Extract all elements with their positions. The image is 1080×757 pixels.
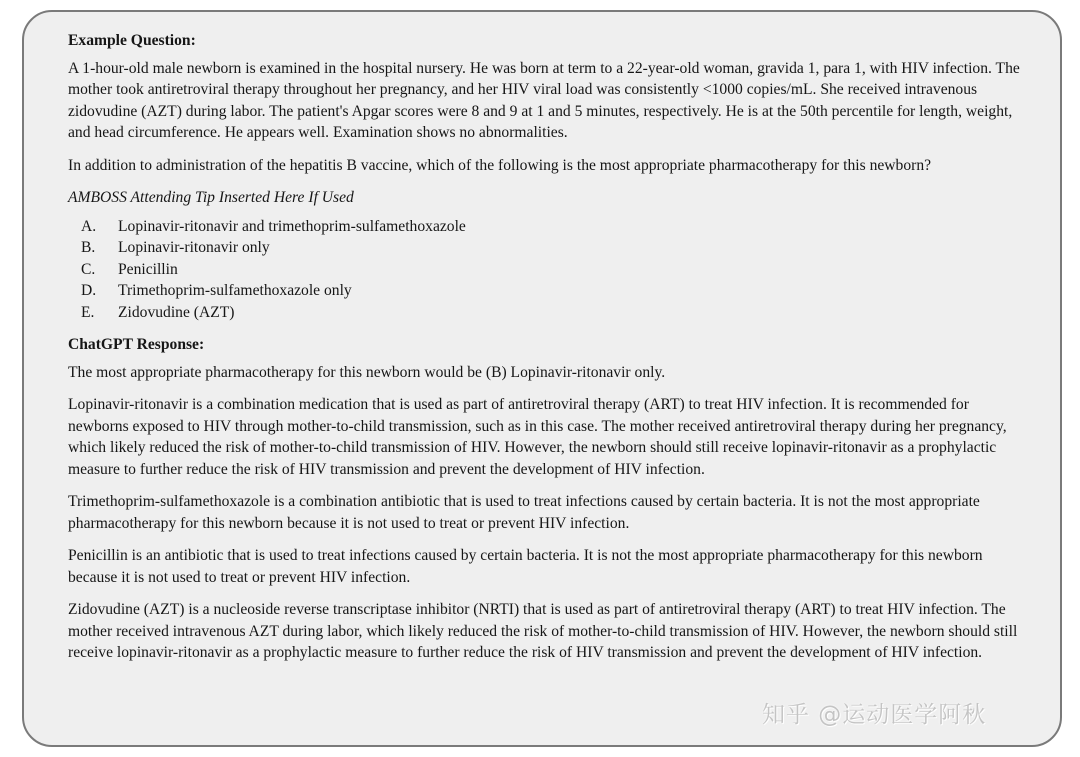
answer-choice — [68, 237, 1028, 259]
response-paragraph: Penicillin is an antibiotic that is used to treat infections caused by certain bacteria. It is not the most appropriate pharmacotherapy for this newborn because it is not used to treat or prevent HIV infection. — [68, 547, 983, 586]
choice-text: Lopinavir-ritonavir only — [118, 239, 270, 256]
choice-letter: A. — [81, 217, 97, 235]
watermark: 知乎 @运动医学阿秋 — [762, 702, 987, 728]
answer-choice — [68, 216, 1028, 238]
response-paragraph: Lopinavir-ritonavir is a combination medication that is used as part of antiretroviral therapy (ART) to treat HIV infection. It is recommended for newborns exposed to HIV through mother-to-child transmission, such as in this case. The mother received antiretroviral therapy during her pregnancy, which likely reduced the risk of mother-to-child transmission of HIV. However, the newborn should still receive lopinavir-ritonavir as a prophylactic measure to further reduce the risk of HIV transmission and prevent the development of HIV infection. — [68, 396, 1007, 478]
choice-letter: C. — [81, 260, 96, 278]
response-paragraph: Trimethoprim-sulfamethoxazole is a combination antibiotic that is used to treat infections caused by certain bacteria. It is not the most appropriate pharmacotherapy for this newborn because it is not used to treat or prevent HIV infection. — [68, 493, 980, 532]
choice-text: Zidovudine (AZT) — [118, 303, 235, 321]
question-heading: Example Question: — [68, 32, 196, 49]
response-paragraph: Zidovudine (AZT) is a nucleoside reverse transcriptase inhibitor (NRTI) that is used as part of antiretroviral therapy (ART) to treat HIV infection. The mother received intravenous AZT during labor, which likely reduced the risk of mother-to-child transmission of HIV. However, the newborn should still receive lopinavir-ritonavir as a prophylactic measure to further reduce the risk of HIV transmission and prevent the development of HIV infection. — [68, 601, 1018, 661]
question-prompt: In addition to administration of the hepatitis B vaccine, which of the following is the most appropriate pharmacotherapy for this newborn? — [68, 156, 932, 174]
choice-letter: D. — [81, 282, 97, 299]
choice-text: Lopinavir-ritonavir and trimethoprim-sulfamethoxazole — [118, 217, 466, 235]
example-card — [22, 10, 1062, 747]
answer-choice — [68, 280, 1028, 302]
answer-choice — [68, 302, 1028, 324]
question-stem: A 1-hour-old male newborn is examined in the hospital nursery. He was born at term to a 22-year-old woman, gravida 1, para 1, with HIV infection. The mother took antiretroviral therapy throughout her pregnancy, and her HIV viral load was consistently <1000 copies/mL. She received intravenous zidovudine (AZT) during labor. The patient's Apgar scores were 8 and 9 at 1 and 5 minutes, respectively. He is at the 50th percentile for length, weight, and head circumference. He appears well. Examination shows no abnormalities. — [68, 59, 1020, 141]
response-heading: ChatGPT Response: — [68, 336, 205, 353]
attending-tip: AMBOSS Attending Tip Inserted Here If Used — [68, 189, 354, 206]
choice-letter: E. — [81, 303, 95, 321]
choice-text: Penicillin — [118, 260, 178, 278]
answer-choice — [68, 259, 1028, 281]
response-paragraph: The most appropriate pharmacotherapy for this newborn would be (B) Lopinavir-ritonavir only. — [68, 363, 666, 381]
choice-letter: B. — [81, 239, 96, 256]
card-content — [68, 30, 1028, 675]
answer-choices — [68, 216, 1028, 324]
choice-text: Trimethoprim-sulfamethoxazole only — [118, 282, 352, 299]
